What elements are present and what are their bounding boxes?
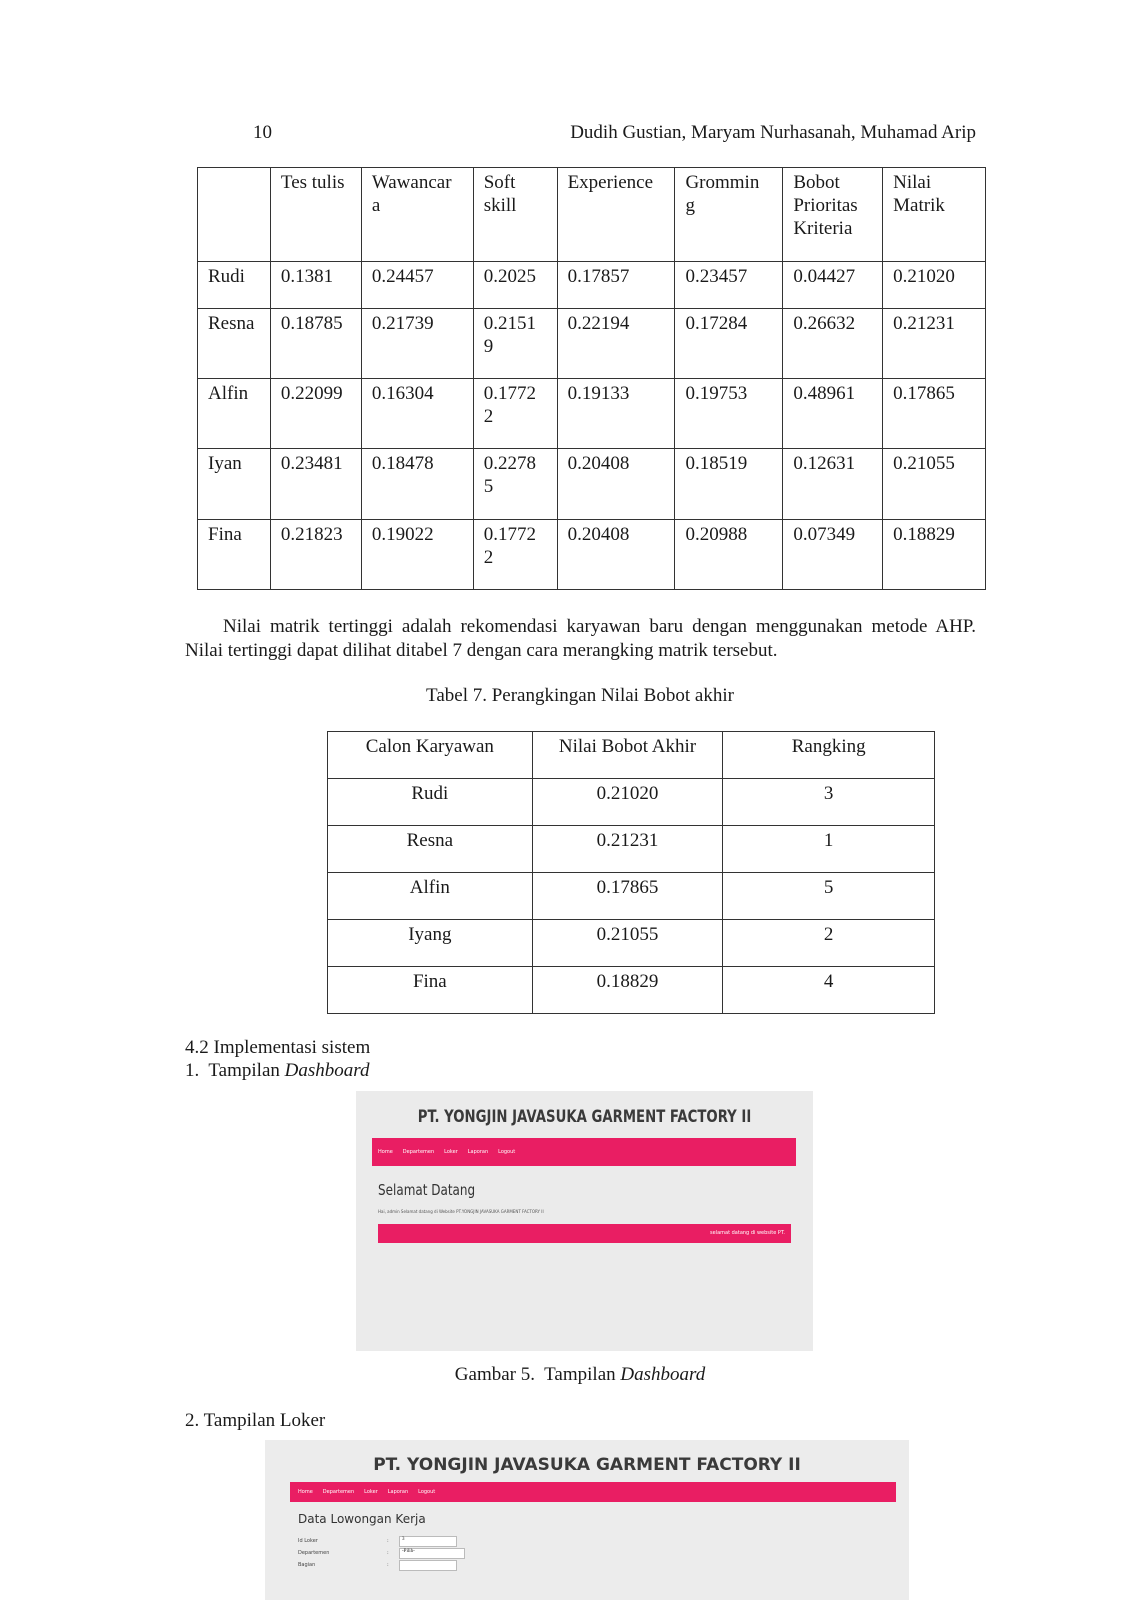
table-cell: 0.2151 9	[473, 309, 557, 379]
header-cell: Wawancar a	[361, 168, 473, 262]
header-cell: Rangking	[723, 732, 935, 779]
table-cell: Resna	[328, 826, 533, 873]
company-title: PT. YONGJIN JAVASUKA GARMENT FACTORY II	[373, 1455, 801, 1475]
table-cell: 0.18829	[532, 967, 723, 1014]
figure5-caption-italic: Dashboard	[620, 1364, 706, 1385]
header-cell: Soft skill	[473, 168, 557, 262]
table-cell: 0.17865	[532, 873, 723, 920]
nav-item-logout[interactable]: Logout	[498, 1149, 516, 1155]
table-cell: 0.17857	[557, 262, 675, 309]
table-cell: 0.1772 2	[473, 520, 557, 590]
table-cell: 0.18478	[361, 449, 473, 520]
table-cell: 0.19022	[361, 520, 473, 590]
departemen-select[interactable]: -Pilih-	[399, 1548, 465, 1559]
nav-item-home[interactable]: Home	[298, 1489, 313, 1495]
header-cell: Nilai Matrik	[883, 168, 986, 262]
nav-item-departemen[interactable]: Departemen	[322, 1489, 355, 1495]
list-item-loker: 2. Tampilan Loker	[185, 1410, 326, 1431]
table-cell: 0.20988	[675, 520, 783, 590]
nav-item-laporan[interactable]: Laporan	[387, 1489, 409, 1495]
row-label: Rudi	[198, 262, 271, 309]
table-cell: 1	[723, 826, 935, 873]
header-cell: Experience	[557, 168, 675, 262]
table-cell: 2	[723, 920, 935, 967]
table-row	[198, 449, 986, 520]
table-row	[198, 262, 986, 309]
header-cell: Grommin g	[675, 168, 783, 262]
running-authors: Dudih Gustian, Maryam Nurhasanah, Muhamad Arip	[570, 122, 976, 143]
form-colon: :	[387, 1562, 389, 1568]
table-cell: 0.48961	[783, 379, 883, 449]
table-cell: 0.24457	[361, 262, 473, 309]
table-cell: Rudi	[328, 779, 533, 826]
ranking-table	[327, 731, 935, 1014]
figure5-caption	[330, 1364, 830, 1386]
nav-bar	[372, 1138, 796, 1166]
table-cell: 0.20408	[557, 520, 675, 590]
table-cell: 0.21823	[270, 520, 361, 590]
table-row	[328, 826, 935, 873]
list-item-italic: Dashboard	[284, 1060, 370, 1081]
table-cell: 0.22194	[557, 309, 675, 379]
table-cell: 3	[723, 779, 935, 826]
welcome-banner: selamat datang di website PT.	[378, 1224, 791, 1243]
header-cell: Bobot Prioritas Kriteria	[783, 168, 883, 262]
table-cell: 0.21739	[361, 309, 473, 379]
table-row	[328, 920, 935, 967]
nav-item-loker[interactable]: Loker	[364, 1489, 378, 1495]
table7-caption: Tabel 7. Perangkingan Nilai Bobot akhir	[426, 685, 734, 706]
welcome-text: Hai, admin Selamat datang di Website PT.YONGJIN JAVASUKA GARMENT FACTORY II	[378, 1209, 544, 1214]
table-row	[198, 379, 986, 449]
table-cell: 0.17865	[883, 379, 986, 449]
table-cell: 0.12631	[783, 449, 883, 520]
table-cell: 0.21020	[883, 262, 986, 309]
table-cell: 0.19133	[557, 379, 675, 449]
row-label: Iyan	[198, 449, 271, 520]
table-row	[328, 967, 935, 1014]
table-cell: 0.18519	[675, 449, 783, 520]
table-cell: 0.17284	[675, 309, 783, 379]
table-row	[198, 309, 986, 379]
nav-bar	[290, 1482, 896, 1502]
body-paragraph: Nilai matrik tertinggi adalah rekomendasi karyawan baru dengan menggunakan metode AHP. Nilai tertinggi dapat dilihat ditabel 7 dengan cara merangking matrik tersebut.	[185, 616, 976, 661]
form-label: Id Loker	[298, 1538, 318, 1544]
table-cell: 0.21055	[532, 920, 723, 967]
loker-screenshot	[265, 1440, 909, 1600]
table-cell: 5	[723, 873, 935, 920]
nav-item-departemen[interactable]: Departemen	[402, 1149, 435, 1155]
company-title: PT. YONGJIN JAVASUKA GARMENT FACTORY II	[417, 1107, 752, 1127]
table-cell: 0.1772 2	[473, 379, 557, 449]
form-colon: :	[387, 1550, 389, 1556]
form-title: Data Lowongan Kerja	[298, 1512, 426, 1526]
welcome-title: Selamat Datang	[378, 1181, 476, 1199]
table-row	[198, 520, 986, 590]
table-cell: 0.1381	[270, 262, 361, 309]
table-cell: 0.2025	[473, 262, 557, 309]
header-cell: Calon Karyawan	[328, 732, 533, 779]
matrix-table	[197, 167, 986, 590]
form-label: Bagian	[298, 1562, 316, 1568]
table-cell: 0.21020	[532, 779, 723, 826]
page-number: 10	[253, 122, 272, 143]
row-label: Fina	[198, 520, 271, 590]
row-label: Alfin	[198, 379, 271, 449]
nav-item-laporan[interactable]: Laporan	[467, 1149, 489, 1155]
table-cell: 0.23481	[270, 449, 361, 520]
list-item-text: 1. Tampilan	[185, 1060, 285, 1081]
table-cell: 0.26632	[783, 309, 883, 379]
table-cell: 0.04427	[783, 262, 883, 309]
table-cell: 0.16304	[361, 379, 473, 449]
table-cell: 0.22099	[270, 379, 361, 449]
form-input[interactable]: 3	[399, 1536, 457, 1547]
table-cell: 0.19753	[675, 379, 783, 449]
table-cell: 0.21231	[532, 826, 723, 873]
table-row	[328, 873, 935, 920]
form-input[interactable]	[399, 1560, 457, 1571]
table-cell: 4	[723, 967, 935, 1014]
table-cell: 0.23457	[675, 262, 783, 309]
section-heading: 4.2 Implementasi sistem	[185, 1037, 371, 1058]
table-cell: 0.21231	[883, 309, 986, 379]
dashboard-screenshot	[356, 1091, 813, 1351]
form-label: Departemen	[298, 1550, 330, 1556]
table-cell: 0.2278 5	[473, 449, 557, 520]
table-cell: Fina	[328, 967, 533, 1014]
nav-item-logout[interactable]: Logout	[418, 1489, 436, 1495]
nav-item-home[interactable]: Home	[378, 1149, 393, 1155]
table-header-row	[198, 168, 986, 262]
table-row	[328, 779, 935, 826]
nav-item-loker[interactable]: Loker	[444, 1149, 458, 1155]
table-cell: 0.21055	[883, 449, 986, 520]
table-cell: 0.07349	[783, 520, 883, 590]
form-colon: :	[387, 1538, 389, 1544]
list-item-dashboard	[185, 1060, 369, 1082]
table-cell: 0.18829	[883, 520, 986, 590]
row-label: Resna	[198, 309, 271, 379]
table-header-row	[328, 732, 935, 779]
table-cell: Iyang	[328, 920, 533, 967]
table-cell: 0.18785	[270, 309, 361, 379]
figure5-caption-text: Gambar 5. Tampilan	[454, 1364, 621, 1385]
header-cell: Nilai Bobot Akhir	[532, 732, 723, 779]
header-cell	[198, 168, 271, 262]
header-cell: Tes tulis	[270, 168, 361, 262]
table-cell: 0.20408	[557, 449, 675, 520]
table-cell: Alfin	[328, 873, 533, 920]
